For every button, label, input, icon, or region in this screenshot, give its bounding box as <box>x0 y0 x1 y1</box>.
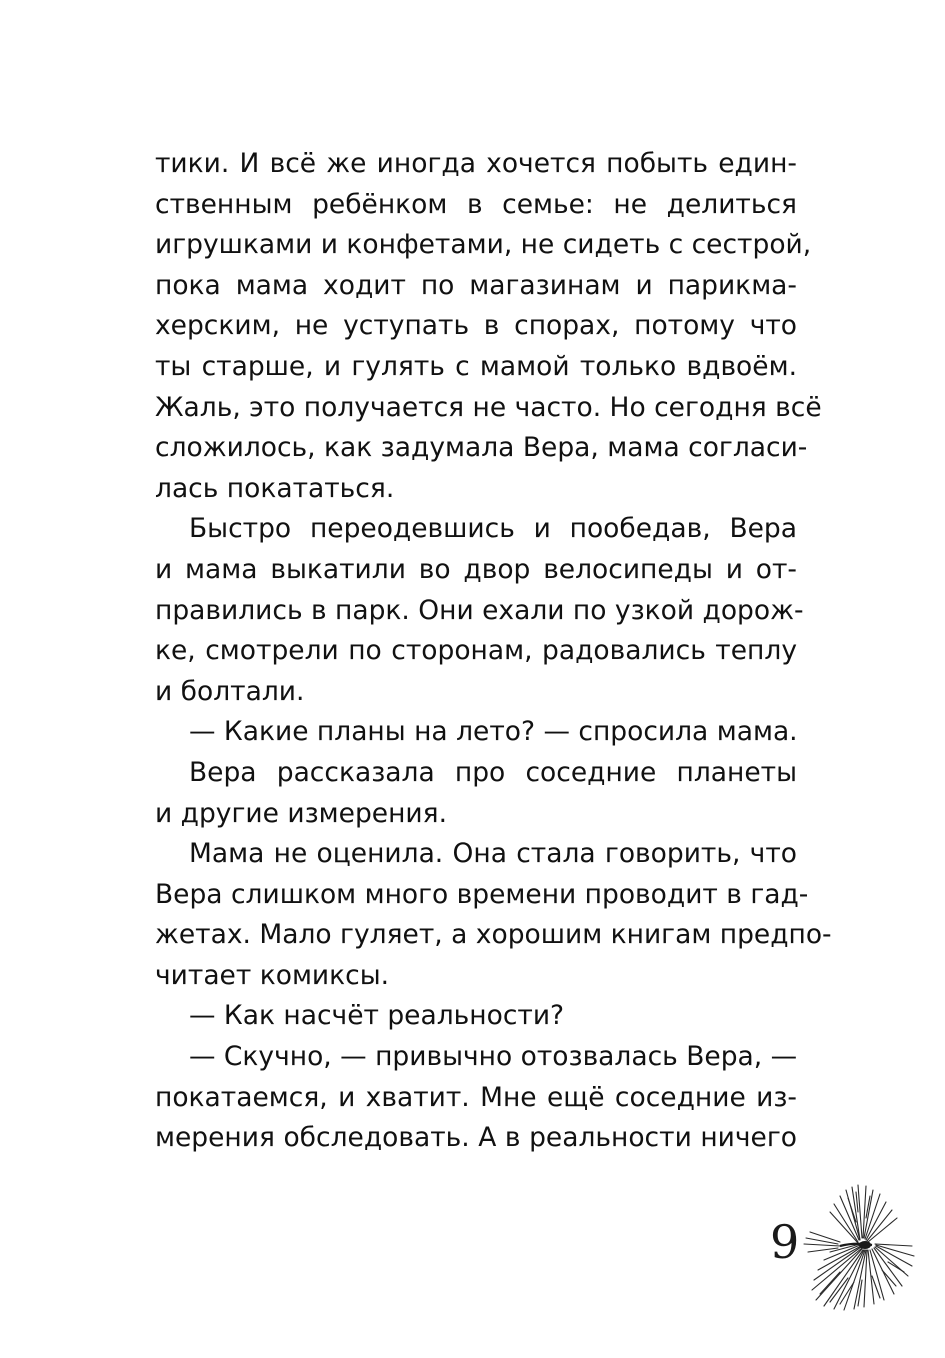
text-line: Вера рассказала про соседние планеты <box>189 756 797 788</box>
text-line: и другие измерения. <box>155 797 447 829</box>
text-line: Вера слишком много времени проводит в гад- <box>155 878 809 910</box>
text-line: ты старше, и гулять с мамой только вдвоём. <box>155 350 797 382</box>
text-line: ке, смотрели по сторонам, радовались теплу <box>155 635 797 667</box>
dialogue-line: — Какие планы на лето? — спросила мама. <box>189 716 798 748</box>
text-line: читает комиксы. <box>155 959 390 991</box>
text-line: херским, не уступать в спорах, потому что <box>155 310 797 342</box>
text-line: игрушками и конфетами, не сидеть с сестрой, <box>155 229 812 261</box>
text-line: Жаль, это получается не часто. Но сегодня всё <box>155 391 822 423</box>
dialogue-line: — Скучно, — привычно отозвалась Вера, — <box>189 1041 798 1073</box>
text-line: Быстро переодевшись и пообедав, Вера <box>189 513 797 545</box>
text-line: тики. И всё же иногда хочется побыть един- <box>155 148 797 179</box>
text-line: и мама выкатили во двор велосипеды и от- <box>155 553 797 585</box>
page-number: 9 <box>770 1215 800 1269</box>
text-line: покатаемся, и хватит. Мне ещё соседние из- <box>155 1081 797 1113</box>
text-line: и болтали. <box>155 675 305 707</box>
text-line: ственным ребёнком в семье: не делиться <box>155 188 797 220</box>
text-line: Мама не оценила. Она стала говорить, что <box>189 838 797 870</box>
dialogue-line: — Как насчёт реальности? <box>189 1000 565 1032</box>
pine-branch-icon <box>800 1182 918 1312</box>
text-line: правились в парк. Они ехали по узкой дорож- <box>155 594 804 626</box>
text-line: пока мама ходит по магазинам и парикма- <box>155 269 797 301</box>
text-line: мерения обследовать. А в реальности ничего <box>155 1122 797 1154</box>
text-line: жетах. Мало гуляет, а хорошим книгам предпо- <box>155 919 832 951</box>
body-text <box>155 144 832 1159</box>
text-line: сложилось, как задумала Вера, мама согласи- <box>155 432 808 464</box>
text-line: лась покататься. <box>155 472 395 504</box>
